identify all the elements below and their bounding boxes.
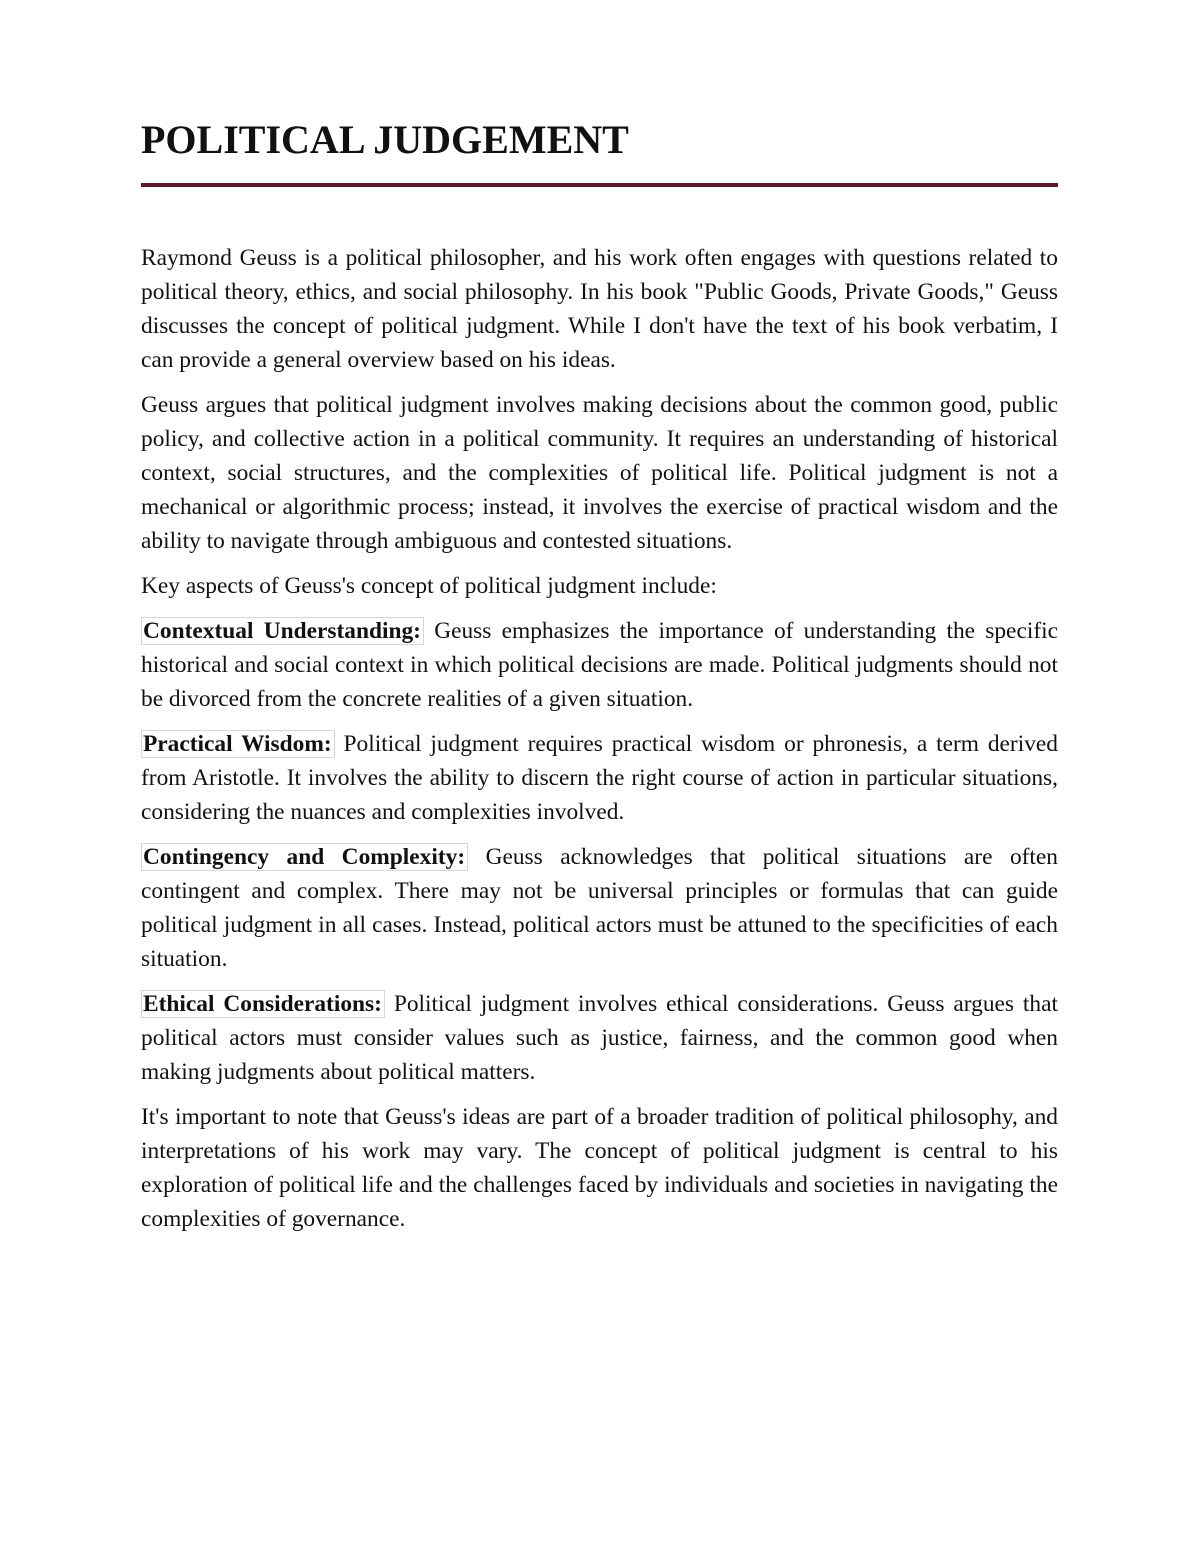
aspect-contingency-complexity [141,840,1058,976]
aspect-ethical-considerations [141,987,1058,1089]
document-content [141,112,1058,1247]
aspect-term: Contingency and Complexity: [141,843,468,871]
paragraph-closing: It's important to note that Geuss's ideas are part of a broader tradition of political philosophy, and interpretations of his work may vary. The concept of political judgment is central to his exploration of political life and the challenges faced by individuals and societies in navigating the complexities of governance. [141,1104,1058,1232]
aspect-text: Geuss emphasizes the importance of understanding the specific historical and social context in which political decisions are made. Political judgments should not be divorced from the concrete realities of a given situation. [141,618,1058,712]
aspect-text: Political judgment involves ethical considerations. Geuss argues that political actors must consider values such as justice, fairness, and the common good when making judgments about political matters. [141,991,1058,1085]
paragraph-key-aspects-intro: Key aspects of Geuss's concept of political judgment include: [141,573,717,599]
title-divider [141,183,1058,187]
aspect-text: Geuss acknowledges that political situations are often contingent and complex. There may not be universal principles or formulas that can guide political judgment in all cases. Instead, political actors must be attuned to the specificities of each situation. [141,844,1058,972]
aspect-term: Ethical Considerations: [141,990,385,1018]
aspect-term: Contextual Understanding: [141,617,424,645]
aspect-text: Political judgment requires practical wisdom or phronesis, a term derived from Aristotle. It involves the ability to discern the right course of action in particular situations, considering the nuances and complexities involved. [141,731,1058,825]
paragraph-argument: Geuss argues that political judgment involves making decisions about the common good, public policy, and collective action in a political community. It requires an understanding of historical context, social structures, and the complexities of political life. Political judgment is not a mechanical or algorithmic process; instead, it involves the exercise of practical wisdom and the ability to navigate through ambiguous and contested situations. [141,392,1058,554]
document-body [141,241,1058,1236]
aspect-contextual-understanding [141,614,1058,716]
aspect-practical-wisdom [141,727,1058,829]
document-title: POLITICAL JUDGEMENT [141,117,629,162]
aspect-term: Practical Wisdom: [141,730,335,758]
paragraph-intro: Raymond Geuss is a political philosopher, and his work often engages with questions related to political theory, ethics, and social philosophy. In his book "Public Goods, Private Goods," Geuss discusses the concept of political judgment. While I don't have the text of his book verbatim, I can provide a general overview based on his ideas. [141,245,1058,373]
